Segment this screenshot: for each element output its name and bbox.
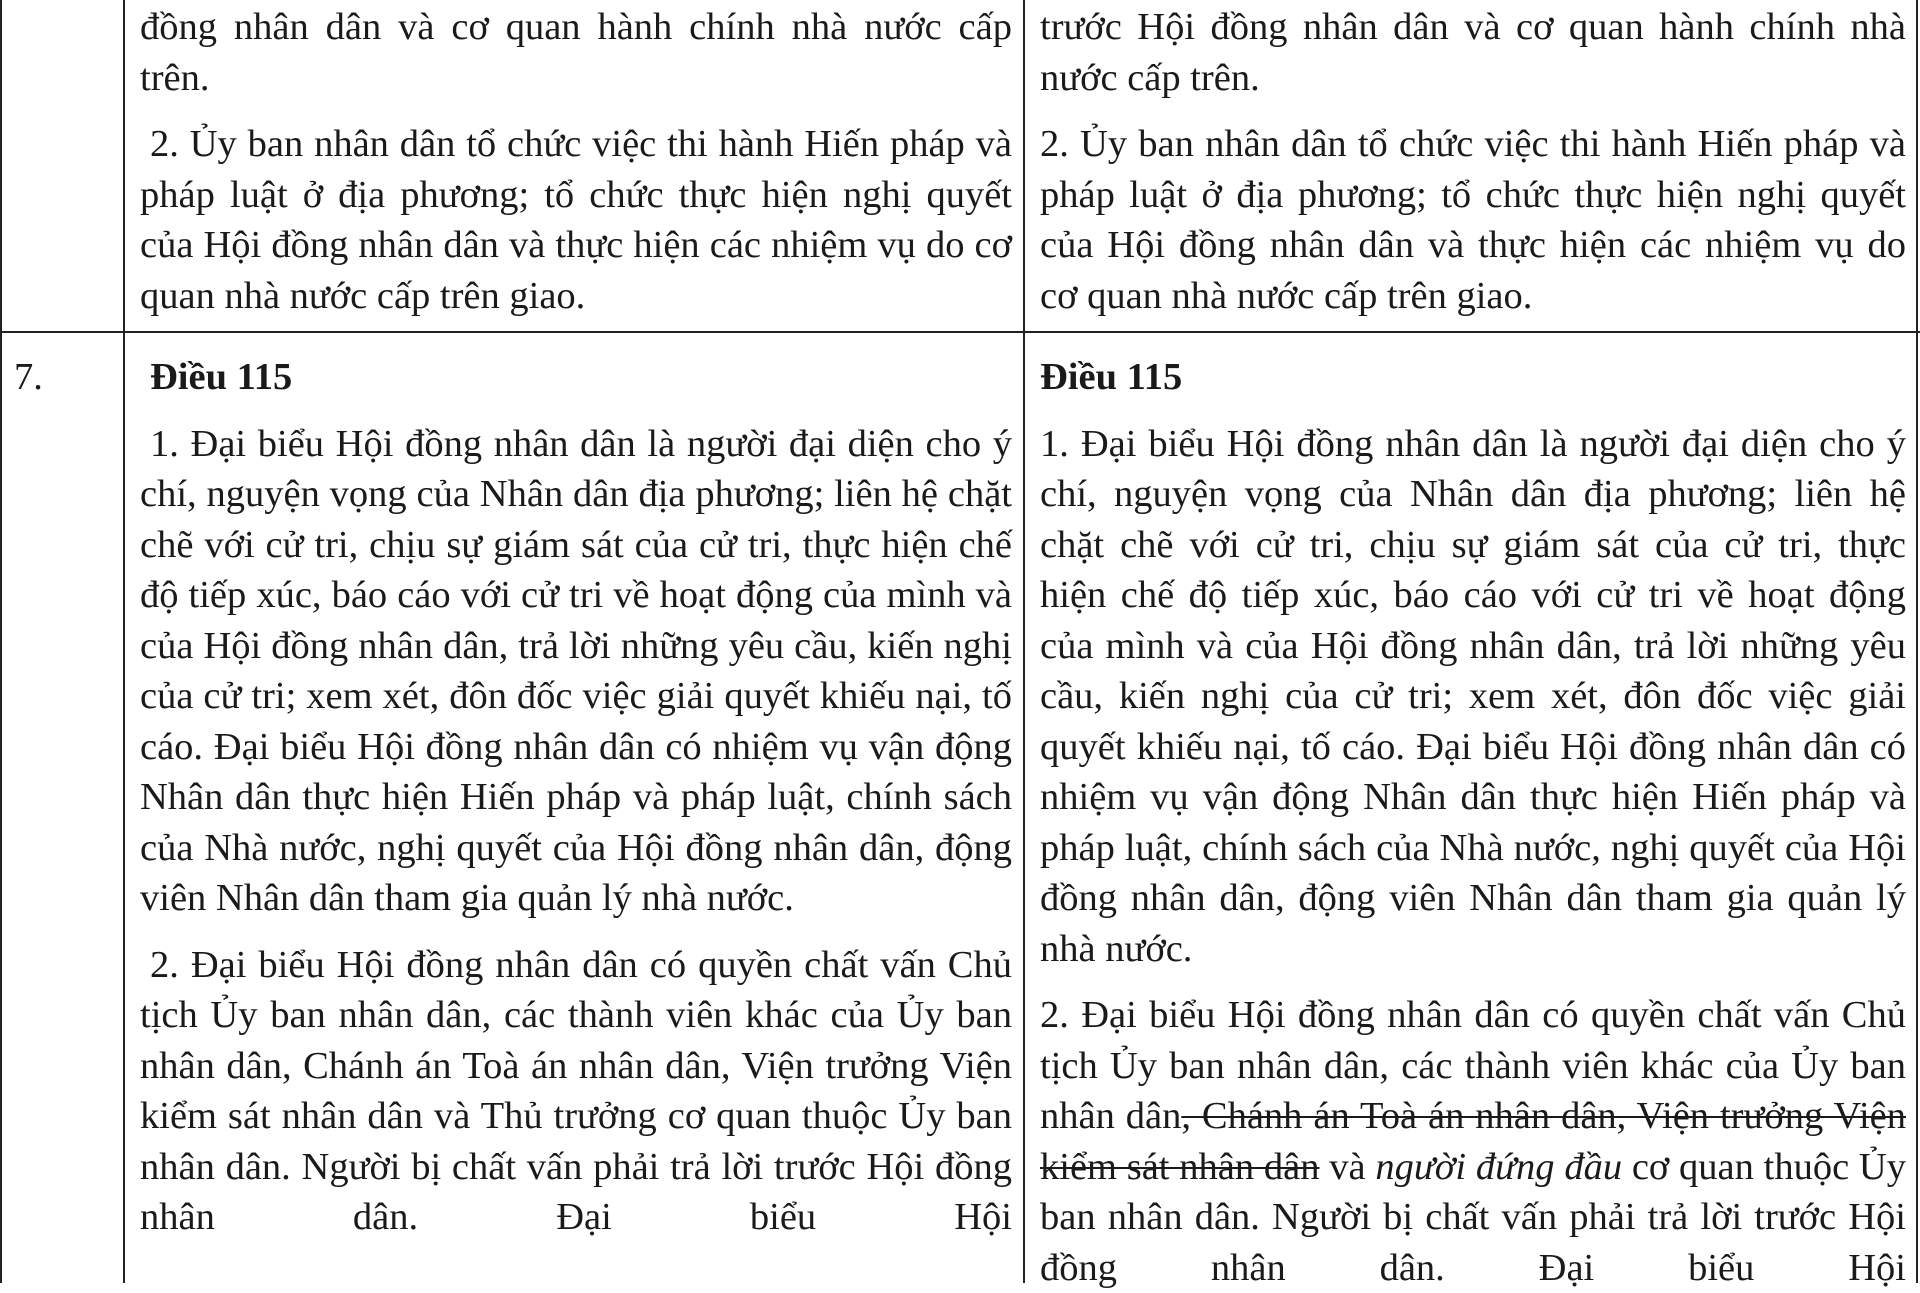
clause-2-unchanged-text: 2. Đại biểu Hội đồng nhân dân có quyền chất vấn Chủ tịch Ủy ban nhân dân, các thành viên khác của Ủy ban nhân dân [1040,994,1906,1137]
row-number: 7. [14,356,43,398]
deleted-text: , Chánh án Toà án nhân dân, Viện trưởng Viện kiểm sát nhân dân [1040,1095,1906,1188]
new-article-clause-2 [1040,990,1906,1293]
article-heading: Điều 115 [1040,356,1183,398]
row-top-old-text-cell [140,2,1012,321]
clause-2-unchanged-text: cơ quan thuộc Ủy ban nhân dân. Người bị chất vấn phải trả lời trước Hội đồng nhân dân. Đại biểu Hội [1040,1145,1906,1289]
row-7-old-text-cell [140,352,1012,1243]
row-7-new-text-cell [1040,352,1906,1293]
old-clause-2-text: 2. Ủy ban nhân dân tổ chức việc thi hành Hiến pháp và pháp luật ở địa phương; tổ chức thực hiện nghị quyết của Hội đồng nhân dân và thực hiện các nhiệm vụ do cơ quan nhà nước cấp trên giao. [140,123,1012,317]
column-divider-middle [1023,0,1025,1283]
old-article-clause-2: 2. Đại biểu Hội đồng nhân dân có quyền chất vấn Chủ tịch Ủy ban nhân dân, các thành viên khác của Ủy ban nhân dân, Chánh án Toà án nhân dân, Viện trưởng Viện kiểm sát nhân dân và Thủ trưởng cơ quan thuộc Ủy ban nhân dân. Người bị chất vấn phải trả lời trước Hội đồng nhân dân. Đại biểu Hội [140,943,1012,1238]
inserted-text: người đứng đầu [1375,1145,1623,1188]
row-separator [0,331,1920,333]
column-divider-number [123,0,125,1283]
old-continuation-text: đồng nhân dân và cơ quan hành chính nhà nước cấp trên. [140,6,1012,99]
new-clause-2-text: 2. Ủy ban nhân dân tổ chức việc thi hành Hiến pháp và pháp luật ở địa phương; tổ chức thực hiện nghị quyết của Hội đồng nhân dân và thực hiện các nhiệm vụ do cơ quan nhà nước cấp trên giao. [1040,123,1906,317]
new-continuation-text: trước Hội đồng nhân dân và cơ quan hành chính nhà nước cấp trên. [1040,6,1906,99]
old-article-clause-1: 1. Đại biểu Hội đồng nhân dân là người đại diện cho ý chí, nguyện vọng của Nhân dân địa phương; liên hệ chặt chẽ với cử tri, chịu sự giám sát của cử tri, thực hiện chế độ tiếp xúc, báo cáo với cử tri về hoạt động của mình và của Hội đồng nhân dân, trả lời những yêu cầu, kiến nghị của cử tri; xem xét, đôn đốc việc giải quyết khiếu nại, tố cáo. Đại biểu Hội đồng nhân dân có nhiệm vụ vận động Nhân dân thực hiện Hiến pháp và pháp luật, chính sách của Nhà nước, nghị quyết của Hội đồng nhân dân, động viên Nhân dân tham gia quản lý nhà nước. [140,422,1012,919]
table-border-right [1916,0,1918,1283]
table-border-left [0,0,2,1283]
new-article-clause-1: 1. Đại biểu Hội đồng nhân dân là người đại diện cho ý chí, nguyện vọng của Nhân dân địa phương; liên hệ chặt chẽ với cử tri, chịu sự giám sát của cử tri, thực hiện chế độ tiếp xúc, báo cáo với cử tri về hoạt động của mình và của Hội đồng nhân dân, trả lời những yêu cầu, kiến nghị của cử tri; xem xét, đôn đốc việc giải quyết khiếu nại, tố cáo. Đại biểu Hội đồng nhân dân có nhiệm vụ vận động Nhân dân thực hiện Hiến pháp và pháp luật, chính sách của Nhà nước, nghị quyết của Hội đồng nhân dân, động viên Nhân dân tham gia quản lý nhà nước. [1040,422,1906,970]
clause-2-unchanged-text: và [1319,1145,1376,1188]
article-heading: Điều 115 [150,356,293,398]
row-top-new-text-cell [1040,2,1906,321]
